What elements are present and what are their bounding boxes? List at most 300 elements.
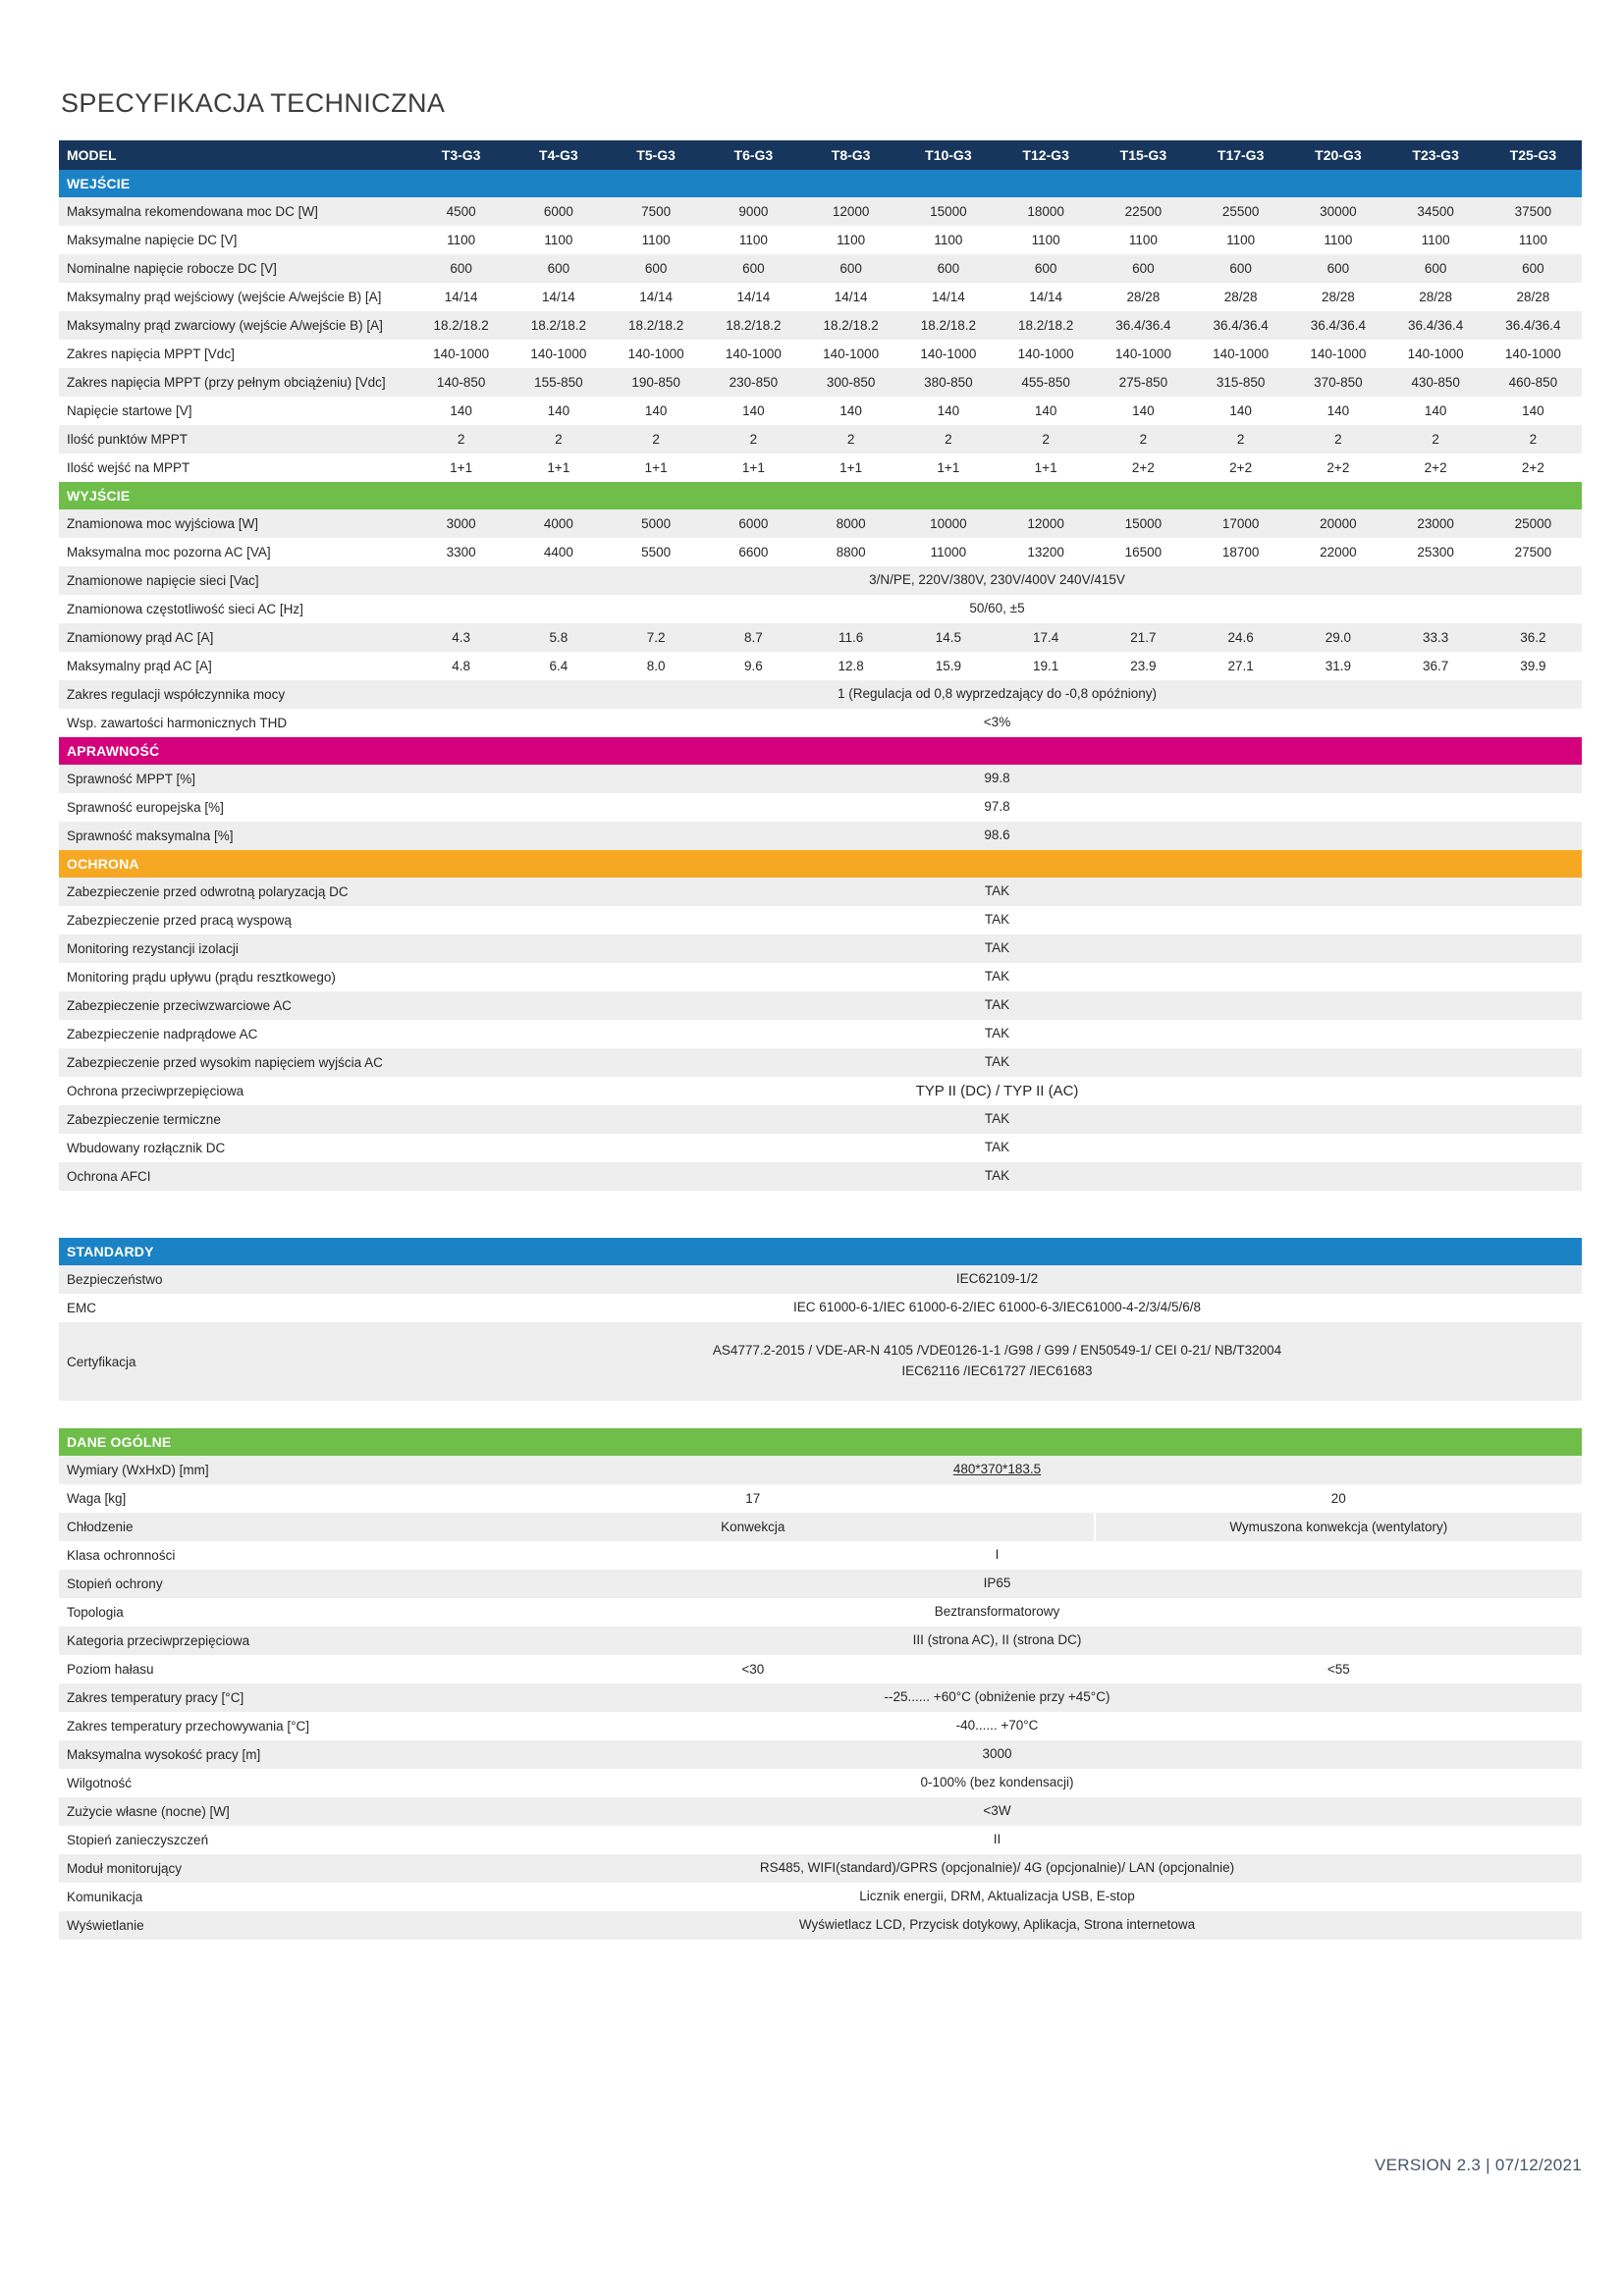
spec-value: 28/28 [1516,290,1550,304]
spec-value-line: 0-100% (bez kondensacji) [920,1775,1074,1790]
spec-row [59,454,1582,482]
spec-value: 14.5 [935,630,962,645]
model-column-header: T4-G3 [539,147,578,163]
spec-value: 600 [937,261,960,276]
spec-value: 140 [644,403,668,418]
spec-row-values [412,254,1582,283]
spec-value: 140-1000 [627,347,684,361]
spec-row [59,1322,1582,1401]
spec-value: 27500 [1514,545,1552,560]
spec-value: 18000 [1027,204,1064,219]
spec-row [59,197,1582,226]
spec-value-span [412,1797,1582,1826]
spec-value: 600 [1034,261,1057,276]
spec-table [59,140,1582,1940]
spec-row-label: Monitoring rezystancji izolacji [67,941,239,956]
spec-row [59,1883,1582,1911]
spec-value-span [412,1854,1582,1883]
spec-row [59,1484,1582,1513]
spec-value: 600 [1132,261,1155,276]
spec-value: 19.1 [1032,659,1059,673]
model-column-header: T3-G3 [441,147,481,163]
spec-value: 2 [1236,432,1245,447]
spec-value: 140-1000 [920,347,977,361]
spec-row [59,1769,1582,1797]
spec-value-span [412,878,1582,906]
spec-value: 36.4/36.4 [1505,318,1561,333]
spec-row-label: Klasa ochronności [67,1548,176,1563]
spec-row-label: Znamionowa moc wyjściowa [W] [67,516,259,531]
spec-value: 12.8 [838,659,864,673]
spec-value-line: II [993,1832,1001,1847]
spec-value-line: 97.8 [984,799,1010,815]
spec-value: 4500 [446,204,476,219]
spec-row-values [412,425,1582,454]
spec-row-label: Moduł monitorujący [67,1861,183,1876]
spec-value-span [412,1826,1582,1854]
spec-value: 16500 [1124,545,1163,560]
spec-value: 17000 [1221,516,1260,531]
spec-value: 3300 [446,545,476,560]
spec-value: 600 [1326,261,1350,276]
spec-value-line: Beztransformatorowy [934,1604,1060,1620]
spec-value: 21.7 [1130,630,1157,645]
spec-value: 2 [749,432,758,447]
model-column-header: T23-G3 [1412,147,1459,163]
spec-value-line: <3% [983,715,1011,730]
spec-row-label: Ochrona przeciwprzepięciowa [67,1084,244,1098]
spec-value: 455-850 [1021,375,1070,390]
spec-value: 140-1000 [1213,347,1270,361]
section-header: STANDARDY [59,1238,1582,1265]
model-column-header: T8-G3 [831,147,871,163]
spec-row [59,368,1582,397]
spec-row-values [412,226,1582,254]
spec-value: 600 [644,261,668,276]
spec-row [59,254,1582,283]
spec-value: 140-1000 [1407,347,1464,361]
spec-value: 140-1000 [433,347,490,361]
spec-row-values [412,623,1582,652]
spec-row [59,340,1582,368]
spec-row [59,1797,1582,1826]
spec-value: 18.2/18.2 [1017,318,1074,333]
spec-value-line: TAK [984,912,1010,928]
spec-row-label: Zakres regulacji współczynnika mocy [67,687,286,702]
spec-value: 5000 [641,516,672,531]
spec-value: 4400 [543,545,573,560]
spec-value: 140 [839,403,862,418]
section-header: WEJŚCIE [59,170,1582,197]
section-header: WYJŚCIE [59,482,1582,509]
spec-row [59,1077,1582,1105]
spec-value: 600 [1229,261,1252,276]
spec-value: 7.2 [646,630,666,645]
spec-value-line: 98.6 [984,828,1010,843]
spec-value: 600 [839,261,862,276]
spec-value: 25300 [1417,545,1454,560]
spec-row-label: Zabezpieczenie przed wysokim napięciem wyjścia AC [67,1055,383,1070]
spec-value-span [412,1134,1582,1162]
model-columns [412,147,1582,163]
spec-value: 140 [1034,403,1057,418]
spec-value: 1+1 [741,460,765,475]
spec-value-span [412,595,1582,623]
spec-value: 8000 [836,516,866,531]
spec-value: 28/28 [1126,290,1161,304]
spec-value: 6.4 [549,659,568,673]
spec-value-span [412,1077,1582,1105]
spec-row [59,1294,1582,1322]
spec-row [59,1513,1582,1541]
spec-value-left: Konwekcja [412,1513,1096,1541]
spec-value-span [412,906,1582,934]
spec-value: 14/14 [1029,290,1063,304]
spec-row-label: Maksymalna moc pozorna AC [VA] [67,545,271,560]
spec-row-label: Wyświetlanie [67,1918,144,1933]
spec-value: 600 [1424,261,1447,276]
spec-row [59,1020,1582,1048]
spec-value: 140-850 [436,375,486,390]
spec-row-label: Znamionowy prąd AC [A] [67,630,214,645]
spec-row [59,1105,1582,1134]
spec-value: 18.2/18.2 [433,318,489,333]
spec-row [59,709,1582,737]
spec-value: 8.7 [743,630,763,645]
spec-value-line: TAK [984,1111,1010,1127]
section-header: OCHRONA [59,850,1582,878]
spec-value: 2+2 [1521,460,1544,475]
spec-row-values [412,538,1582,566]
spec-value: 2 [945,432,952,447]
spec-row [59,425,1582,454]
spec-value-line: <3W [983,1803,1011,1819]
spec-row-label: Bezpieczeństwo [67,1272,163,1287]
model-column-header: T5-G3 [636,147,676,163]
spec-row-label: Maksymalny prąd zwarciowy (wejście A/wejście B) [A] [67,318,383,333]
spec-value: 14/14 [541,290,575,304]
spec-value-span [412,566,1582,595]
spec-row-values [412,652,1582,680]
spec-value-span [412,1322,1582,1401]
spec-row-label: Zabezpieczenie termiczne [67,1112,221,1127]
spec-row [59,793,1582,822]
spec-value: 140-1000 [1504,347,1561,361]
model-column-header: T15-G3 [1119,147,1167,163]
spec-row [59,538,1582,566]
spec-row [59,765,1582,793]
spec-value-span [412,1541,1582,1570]
spec-row [59,1683,1582,1712]
spec-value-line: TAK [984,883,1010,899]
spec-value: 39.9 [1520,659,1546,673]
spec-value: 1100 [1324,233,1353,247]
spec-value: 140-1000 [1114,347,1171,361]
spec-row-label: Zakres napięcia MPPT [Vdc] [67,347,235,361]
spec-row-label: Zabezpieczenie przed pracą wyspową [67,913,292,928]
spec-value: 190-850 [631,375,680,390]
spec-value-span [412,1048,1582,1077]
spec-row-label: Maksymalny prąd AC [A] [67,659,212,673]
spec-value-span [412,1456,1582,1484]
spec-row [59,1740,1582,1769]
spec-row-label: Ochrona AFCI [67,1169,151,1184]
spec-value-span [412,1265,1582,1294]
spec-value: 1+1 [450,460,473,475]
spec-row-label: Wsp. zawartości harmonicznych THD [67,716,288,730]
spec-value: 36.7 [1422,659,1449,673]
spec-value: 18.2/18.2 [726,318,782,333]
spec-row [59,934,1582,963]
spec-value: 380-850 [924,375,973,390]
spec-row-label: Poziom hałasu [67,1662,154,1677]
spec-row-values [412,509,1582,538]
spec-value: 140 [1132,403,1155,418]
spec-value-span [412,1105,1582,1134]
spec-value-span [412,793,1582,822]
spec-value-line: AS4777.2-2015 / VDE-AR-N 4105 /VDE0126-1-1 /G98 / G99 / EN50549-1/ CEI 0-21/ NB/T32004 [712,1343,1282,1359]
spec-value: 1100 [1226,233,1256,247]
spec-row-label: EMC [67,1301,96,1315]
spec-value: 9000 [738,204,769,219]
spec-value-span [412,1740,1582,1769]
spec-value-line: IEC 61000-6-1/IEC 61000-6-2/IEC 61000-6-3/IEC61000-4-2/3/4/5/6/8 [792,1300,1201,1315]
spec-row-label: Certyfikacja [67,1354,136,1369]
spec-value-span [412,1883,1582,1911]
spec-value: 12000 [1027,516,1064,531]
spec-row [59,283,1582,311]
spec-value-line: TAK [984,1140,1010,1155]
model-header-label: MODEL [67,147,117,163]
spec-value-line: 3/N/PE, 220V/380V, 230V/400V 240V/415V [869,572,1125,588]
spec-value: 1+1 [644,460,668,475]
spec-value: 15000 [930,204,967,219]
spec-value: 23000 [1417,516,1454,531]
spec-row [59,623,1582,652]
spec-value: 14/14 [639,290,674,304]
spec-value: 18700 [1221,545,1260,560]
spec-value: 2 [846,432,855,447]
spec-value: 1100 [1031,233,1060,247]
spec-value: 14/14 [444,290,478,304]
spec-row-values [412,397,1582,425]
spec-value-right: <55 [1326,1662,1350,1677]
spec-row-label: Wbudowany rozłącznik DC [67,1141,226,1155]
spec-row [59,1541,1582,1570]
spec-value-span [412,1020,1582,1048]
spec-value-span [412,1683,1582,1712]
spec-row [59,680,1582,709]
spec-row [59,311,1582,340]
section-header: APRAWNOŚĆ [59,737,1582,765]
spec-value-line: 3000 [982,1746,1012,1762]
spec-row-label: Chłodzenie [67,1520,134,1534]
spec-value: 22000 [1320,545,1357,560]
spec-value: 1100 [1518,233,1547,247]
spec-value: 230-850 [729,375,779,390]
spec-row [59,991,1582,1020]
spec-value: 4000 [543,516,573,531]
spec-value-span [412,1712,1582,1740]
spec-row-label: Kategoria przeciwprzepięciowa [67,1633,250,1648]
spec-row-label: Topologia [67,1605,124,1620]
spec-value-span [412,1598,1582,1627]
spec-value-line: IEC62109-1/2 [955,1271,1039,1287]
spec-value: 2 [1042,432,1050,447]
page-title: SPECYFIKACJA TECHNICZNA [61,88,446,118]
spec-value: 4.8 [452,659,471,673]
spec-value: 8800 [836,545,866,560]
spec-row-label: Sprawność europejska [%] [67,800,224,815]
spec-value: 2 [555,432,563,447]
spec-value-line: TAK [984,1168,1010,1184]
spec-row [59,1048,1582,1077]
spec-value-line: 480*370*183.5 [952,1462,1042,1477]
spec-row-label: Znamionowe napięcie sieci [Vac] [67,573,259,588]
spec-row [59,226,1582,254]
spec-value: 140-1000 [1310,347,1367,361]
spec-value: 25000 [1514,516,1552,531]
spec-value: 30000 [1320,204,1357,219]
spec-row-label: Waga [kg] [67,1491,127,1506]
spec-value-span [412,934,1582,963]
spec-row-label: Napięcie startowe [V] [67,403,192,418]
spec-value: 2 [1334,432,1342,447]
spec-value-span [412,1769,1582,1797]
spec-value: 600 [547,261,570,276]
spec-value: 140 [1424,403,1447,418]
spec-row-label: Zakres temperatury przechowywania [°C] [67,1719,309,1734]
spec-value: 28/28 [1321,290,1355,304]
spec-value: 140 [742,403,765,418]
spec-row-label: Sprawność MPPT [%] [67,772,196,786]
spec-value: 1+1 [937,460,960,475]
spec-value: 140 [1326,403,1350,418]
spec-value-span [412,991,1582,1020]
spec-value: 1100 [738,233,768,247]
spec-value: 15.9 [935,659,962,673]
spec-value: 7500 [641,204,672,219]
spec-value: 14/14 [931,290,965,304]
spec-row [59,509,1582,538]
spec-value: 275-850 [1118,375,1168,390]
spec-value-span [412,1570,1582,1598]
spec-row-label: Zabezpieczenie przed odwrotną polaryzacją DC [67,884,349,899]
spec-value: 2 [1529,432,1538,447]
section-gap [59,1401,1582,1428]
spec-value: 1100 [544,233,573,247]
spec-value: 4.3 [452,630,471,645]
spec-row-label: Zużycie własne (nocne) [W] [67,1804,230,1819]
spec-value: 2 [1432,432,1439,447]
section-gap [59,1191,1582,1238]
model-header-row [59,140,1582,170]
spec-value-line: IEC62116 /IEC61727 /IEC61683 [901,1363,1093,1378]
spec-value: 600 [742,261,765,276]
spec-row [59,566,1582,595]
spec-value-line: IP65 [983,1575,1011,1591]
spec-value-left: <30 [412,1655,1096,1683]
spec-value-line: TAK [984,940,1010,956]
spec-value: 1100 [447,233,476,247]
spec-value: 140 [1522,403,1544,418]
spec-row [59,822,1582,850]
spec-value: 140 [937,403,960,418]
spec-value: 140 [547,403,570,418]
spec-value: 33.3 [1422,630,1449,645]
spec-value: 37500 [1514,204,1552,219]
spec-value: 140-1000 [1017,347,1074,361]
spec-value: 1100 [641,233,671,247]
spec-value: 2+2 [1424,460,1447,475]
model-column-header: T17-G3 [1217,147,1265,163]
spec-value-span [412,765,1582,793]
spec-value: 460-850 [1508,375,1558,390]
spec-row-label: Maksymalny prąd wejściowy (wejście A/wejście B) [A] [67,290,382,304]
spec-value: 36.4/36.4 [1213,318,1269,333]
spec-value: 1+1 [1034,460,1057,475]
spec-row [59,878,1582,906]
spec-row [59,1570,1582,1598]
spec-value: 1100 [934,233,963,247]
spec-row-label: Znamionowa częstotliwość sieci AC [Hz] [67,602,303,616]
spec-value-span [412,963,1582,991]
spec-value-span [412,1294,1582,1322]
spec-value-line: TAK [984,1026,1010,1041]
spec-value: 18.2/18.2 [627,318,684,333]
spec-value: 5.8 [549,630,568,645]
spec-row-label: Wymiary (WxHxD) [mm] [67,1463,209,1477]
spec-value: 140-1000 [823,347,880,361]
spec-row-label: Zabezpieczenie nadprądowe AC [67,1027,258,1041]
spec-value: 8.0 [646,659,666,673]
spec-value: 300-850 [826,375,876,390]
spec-value: 1100 [1421,233,1450,247]
spec-value: 15000 [1124,516,1163,531]
spec-value-line: --25...... +60°C (obniżenie przy +45°C) [884,1689,1110,1705]
spec-value-line: I [995,1547,1000,1563]
spec-value: 2+2 [1326,460,1350,475]
spec-row-label: Sprawność maksymalna [%] [67,828,234,843]
spec-row-label: Zakres napięcia MPPT (przy pełnym obciążeniu) [Vdc] [67,375,386,390]
spec-value: 2+2 [1229,460,1253,475]
spec-value: 155-850 [534,375,583,390]
spec-value: 6000 [738,516,769,531]
spec-value: 1+1 [839,460,863,475]
spec-row [59,1162,1582,1191]
spec-value: 6600 [738,545,769,560]
spec-value-line: 99.8 [984,771,1010,786]
spec-value: 140-1000 [725,347,782,361]
spec-row-values [412,283,1582,311]
spec-value-line: III (strona AC), II (strona DC) [912,1632,1082,1648]
spec-value: 24.6 [1227,630,1254,645]
spec-value-span [412,822,1582,850]
spec-value: 36.2 [1520,630,1546,645]
spec-row-label: Maksymalne napięcie DC [V] [67,233,238,247]
spec-value: 3000 [446,516,476,531]
spec-value: 17.4 [1032,630,1059,645]
spec-value: 140 [1229,403,1252,418]
spec-row [59,595,1582,623]
model-column-header: T6-G3 [733,147,774,163]
spec-value: 36.4/36.4 [1115,318,1171,333]
model-column-header: T12-G3 [1022,147,1069,163]
spec-value: 2+2 [1131,460,1155,475]
spec-value: 28/28 [1419,290,1453,304]
spec-value: 12000 [832,204,870,219]
spec-value: 430-850 [1411,375,1460,390]
